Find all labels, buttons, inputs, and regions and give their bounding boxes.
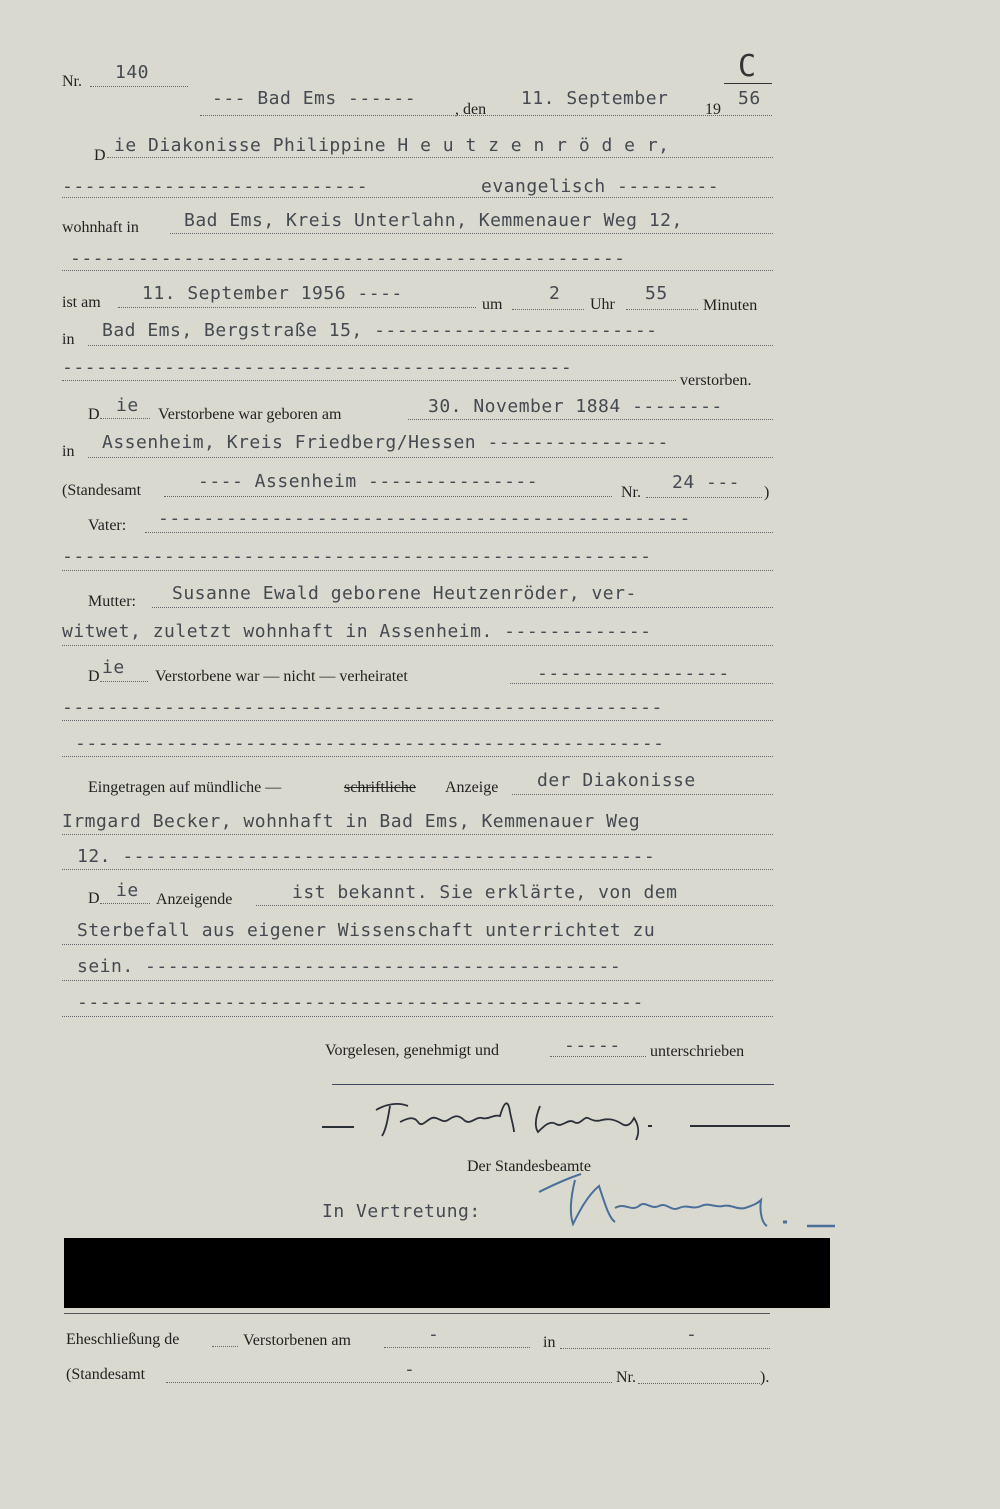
- reporter-suffix: ie: [116, 880, 139, 901]
- reporter-line2-rule: [62, 944, 773, 945]
- year-suffix: 56: [738, 88, 761, 109]
- signature-rule: [332, 1084, 774, 1085]
- vater-value: -----------------------------------------------: [158, 508, 691, 529]
- marriage-dash1: -: [428, 1324, 440, 1345]
- marriage-de-line: [212, 1346, 238, 1347]
- birth-place-line: [88, 457, 773, 458]
- marital-line2: -----------------------------------------------------: [62, 697, 663, 718]
- birth-standesamt-line: [164, 496, 612, 497]
- reporter-line: [256, 905, 773, 906]
- death-minutes: 55: [645, 283, 668, 304]
- reporter-line4: --------------------------------------------------: [77, 992, 644, 1013]
- report-label-a: Eingetragen auf mündliche —: [88, 779, 282, 796]
- vater-cont-line: [62, 570, 773, 571]
- report-line3-rule: [62, 869, 773, 870]
- marriage-dash2: -: [686, 1324, 698, 1345]
- corner-underline: [724, 83, 772, 84]
- registrar-label: Der Standesbeamte: [467, 1158, 591, 1175]
- separator-rule: [64, 1313, 770, 1314]
- death-date-line: [118, 307, 476, 308]
- religion: evangelisch ---------: [481, 176, 720, 197]
- birth-in-label: in: [62, 443, 75, 460]
- birth-suffix-line: [100, 418, 150, 419]
- address-cont-line: [62, 270, 773, 271]
- mutter-cont: witwet, zuletzt wohnhaft in Assenheim. -------------: [62, 621, 652, 642]
- mutter-line: [152, 607, 773, 608]
- deceased-name: ie Diakonisse Philippine H e u t z e n r ö d e r,: [114, 135, 670, 156]
- registrar-signature: [535, 1160, 840, 1240]
- vertretung-label: In Vertretung:: [322, 1201, 481, 1222]
- marital-line3: ----------------------------------------------------: [75, 733, 665, 754]
- marriage-date-line: [384, 1347, 530, 1348]
- den-label: , den: [455, 101, 487, 118]
- marriage-in-label: in: [543, 1334, 556, 1351]
- death-date: 11. September 1956 ----: [142, 283, 403, 304]
- marital-prefix: D: [88, 668, 100, 685]
- wohnhaft-label: wohnhaft in: [62, 219, 139, 236]
- minuten-label: Minuten: [703, 297, 758, 314]
- marriage-place-line: [560, 1348, 770, 1349]
- marriage-standesamt-label: (Standesamt: [66, 1366, 146, 1383]
- report-value: der Diakonisse: [537, 770, 696, 791]
- minutes-line: [626, 309, 698, 310]
- closing-text-b: unterschrieben: [650, 1043, 745, 1060]
- reporter-signature: [318, 1092, 793, 1148]
- hour-line: [512, 309, 584, 310]
- marriage-dash3: -: [404, 1359, 416, 1380]
- address-line: [170, 233, 773, 234]
- reporter-line4-rule: [62, 1016, 773, 1017]
- birth-place: Assenheim, Kreis Friedberg/Hessen ----------------: [102, 432, 669, 453]
- entry-number: 140: [115, 62, 150, 83]
- vater-line: [145, 532, 773, 533]
- reporter-line3-rule: [62, 980, 773, 981]
- report-line2-rule: [62, 834, 773, 835]
- birth-standesamt-label: (Standesamt: [62, 482, 142, 499]
- death-place-cont-line: [62, 380, 676, 381]
- reporter-line3: sein. ------------------------------------------: [77, 956, 622, 977]
- address: Bad Ems, Kreis Unterlahn, Kemmenauer Weg 12,: [184, 210, 683, 231]
- report-label-struck: schriftliche: [344, 779, 416, 796]
- marital-dash: -----------------: [537, 663, 730, 684]
- report-line: [512, 794, 773, 795]
- marital-line2-rule: [62, 720, 773, 721]
- death-hour: 2: [549, 283, 561, 304]
- marital-label: Verstorbene war — nicht — verheiratet: [155, 668, 408, 685]
- marriage-nr-line: [638, 1383, 760, 1384]
- um-label: um: [482, 296, 503, 313]
- mutter-label: Mutter:: [88, 593, 136, 610]
- reporter-value: ist bekannt. Sie erklärte, von dem: [292, 882, 678, 903]
- report-line2: Irmgard Becker, wohnhaft in Bad Ems, Kemmenauer Weg: [62, 811, 641, 832]
- registry-date: 11. September: [521, 88, 669, 109]
- death-place-cont: ---------------------------------------------: [62, 357, 573, 378]
- birth-nr: 24 ---: [672, 472, 741, 493]
- place-of-registry: --- Bad Ems ------: [212, 88, 417, 109]
- marital-suffix-line: [100, 681, 148, 682]
- marriage-label-b: Verstorbenen am: [243, 1332, 351, 1349]
- death-in-label: in: [62, 331, 75, 348]
- closing-text-a: Vorgelesen, genehmigt und: [325, 1042, 500, 1059]
- closing-blank-line: [550, 1056, 646, 1057]
- address-cont: -------------------------------------------------: [70, 248, 626, 269]
- reporter-label: Anzeigende: [156, 891, 233, 908]
- birth-prefix: D: [88, 406, 100, 423]
- marital-line: [510, 683, 773, 684]
- birth-date: 30. November 1884 --------: [428, 396, 723, 417]
- closing-blank: -----: [564, 1035, 621, 1056]
- report-line3: 12. -----------------------------------------------: [77, 846, 656, 867]
- redacted-block: [64, 1238, 830, 1308]
- birth-nr-line: [646, 497, 762, 498]
- vater-cont: ----------------------------------------------------: [62, 546, 652, 567]
- report-label-b: Anzeige: [445, 779, 499, 796]
- birth-date-line: [408, 419, 773, 420]
- birth-suffix: ie: [116, 395, 139, 416]
- deceased-prefix: D: [94, 147, 106, 164]
- header-line: [200, 115, 772, 116]
- birth-close: ): [764, 484, 770, 501]
- birth-standesamt: ---- Assenheim ---------------: [198, 471, 539, 492]
- verstorben-label: verstorben.: [680, 372, 752, 389]
- reporter-prefix: D: [88, 890, 100, 907]
- death-place-line: [88, 345, 773, 346]
- death-place: Bad Ems, Bergstraße 15, -------------------------: [102, 320, 658, 341]
- religion-line: [62, 197, 773, 198]
- uhr-label: Uhr: [590, 296, 615, 313]
- marriage-label-a: Eheschließung de: [66, 1331, 180, 1348]
- name-line: [107, 157, 773, 158]
- vater-label: Vater:: [88, 517, 127, 534]
- mutter-cont-line: [62, 645, 773, 646]
- reporter-line2: Sterbefall aus eigener Wissenschaft unterrichtet zu: [77, 920, 656, 941]
- entry-number-line: [90, 86, 188, 87]
- mutter-value: Susanne Ewald geborene Heutzenröder, ver-: [172, 583, 637, 604]
- marital-suffix: ie: [102, 657, 125, 678]
- birth-nr-label: Nr.: [621, 484, 641, 501]
- ist-am-label: ist am: [62, 294, 101, 311]
- birth-label: Verstorbene war geboren am: [158, 406, 342, 423]
- marriage-close: ).: [760, 1369, 770, 1386]
- deceased-dash: ---------------------------: [62, 176, 369, 197]
- corner-letter: C: [738, 49, 757, 84]
- year-prefix: 19: [705, 101, 721, 118]
- marriage-nr-label: Nr.: [616, 1369, 636, 1386]
- reporter-suffix-line: [100, 903, 150, 904]
- marriage-standesamt-line: [166, 1382, 612, 1383]
- nr-label: Nr.: [62, 73, 82, 90]
- marital-line3-rule: [62, 756, 773, 757]
